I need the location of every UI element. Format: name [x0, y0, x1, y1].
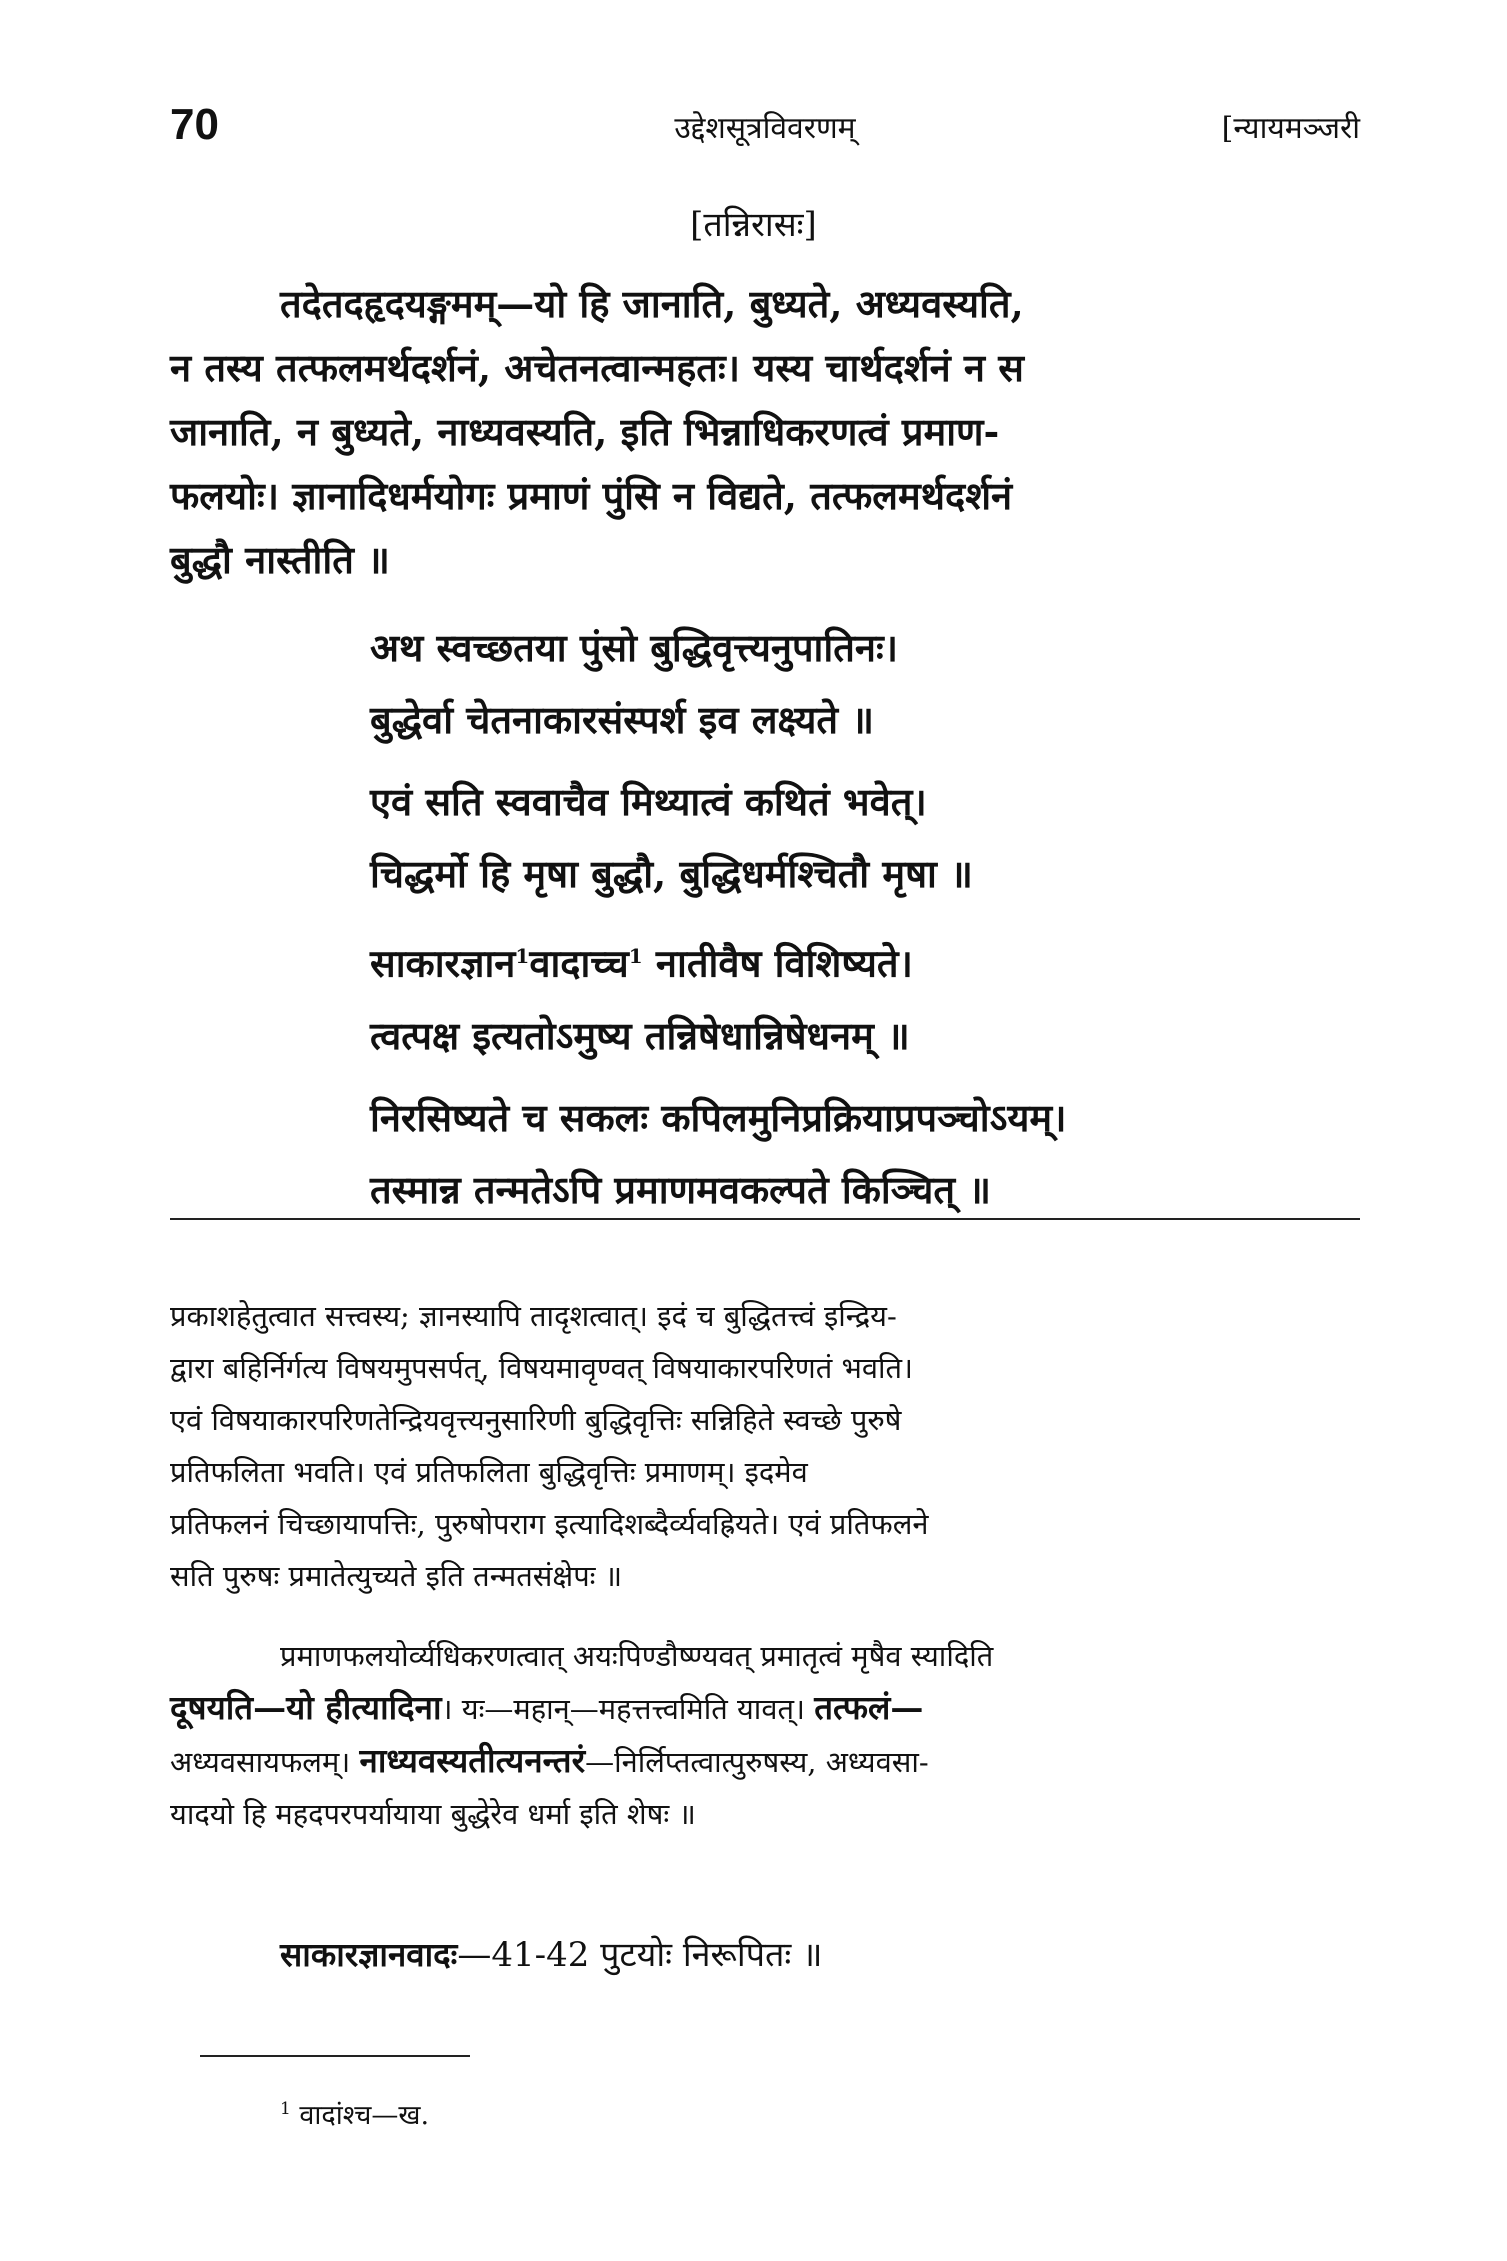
- verse-line: बुद्धेर्वा चेतनाकारसंस्पर्श इव लक्ष्यते ॥: [370, 697, 875, 742]
- lemma: नाध्यवस्यतीत्यनन्तरं: [359, 1741, 586, 1780]
- main-paragraph: [170, 272, 1360, 592]
- commentary-text: दूषयति—: [170, 1688, 287, 1727]
- footnote-marker: 1: [515, 944, 530, 968]
- commentary-line: सति पुरुषः प्रमातेत्युच्यते इति तन्मतसंक्षेपः ॥: [170, 1559, 623, 1593]
- main-paragraph-line: न तस्य तत्फलमर्थदर्शनं, अचेतनत्वान्महतः। यस्य चार्थदर्शनं न स: [170, 345, 1024, 390]
- commentary-line: प्रतिफलनं चिच्छायापत्तिः, पुरुषोपराग इत्यादिशब्दैर्व्यवह्रियते। एवं प्रतिफलने: [170, 1507, 929, 1541]
- verse-line: तस्मान्न तन्मतेऽपि प्रमाणमवकल्पते किञ्चित् ॥: [370, 1166, 992, 1212]
- footnote-number: 1: [280, 2099, 291, 2119]
- main-paragraph-line: बुद्धौ नास्तीति ॥: [170, 537, 390, 582]
- book-title-ref: [न्यायमञ्जरी: [1221, 111, 1360, 146]
- verse-line: निरसिष्यते च सकलः कपिलमुनिप्रक्रियाप्रपञ्चोऽयम्।: [370, 1094, 1067, 1140]
- commentary-line: एवं विषयाकारपरिणतेन्द्रियवृत्त्यनुसारिणी बुद्धिवृत्तिः सन्निहिते स्वच्छे पुरुषे: [170, 1403, 902, 1437]
- lemma: यो हीत्यादिना: [286, 1688, 442, 1727]
- footnote-text: वादांश्च—ख.: [299, 2100, 430, 2131]
- commentary-line: यादयो हि महदपरपर्यायाया बुद्धेरेव धर्मा इति शेषः ॥: [170, 1797, 696, 1831]
- verse-stanza: [370, 1082, 1350, 1226]
- running-title: उद्देशसूत्रविवरणम्: [674, 111, 856, 146]
- commentary-line: [170, 1682, 1360, 1735]
- commentary-line: प्रमाणफलयोर्व्यधिकरणत्वात् अयःपिण्डौष्ण्यवत् प्रमातृत्वं मृषैव स्यादिति: [280, 1639, 994, 1673]
- commentary-line: [170, 1735, 1360, 1788]
- verse-stanza: [370, 920, 1350, 1072]
- commentary-text: —निर्लिप्तत्वात्पुरुषस्य, अध्यवसा-: [585, 1745, 929, 1779]
- verse-text: साकारज्ञान: [370, 940, 516, 986]
- main-paragraph-line: तदेतदहृदयङ्गमम्—यो हि जानाति, बुध्यते, अध्यवस्यति,: [280, 281, 1024, 326]
- section-heading: [तन्निरासः]: [690, 205, 817, 245]
- verse-line: अथ स्वच्छतया पुंसो बुद्धिवृत्त्यनुपातिनः।: [370, 625, 899, 670]
- lemma: तत्फलं—: [814, 1688, 924, 1727]
- lemma: साकारज्ञानवादः: [280, 1935, 458, 1974]
- commentary-paragraph: [170, 1630, 1360, 1840]
- commentary-line: द्वारा बहिर्निर्गत्य विषयमुपसर्पत्, विषयमावृण्वत् विषयाकारपरिणतं भवति।: [170, 1351, 914, 1385]
- commentary-text: । यः—महान्—महत्तत्त्वमिति यावत्।: [441, 1692, 815, 1726]
- commentary-paragraph: [170, 1290, 1360, 1602]
- text-commentary-divider: [170, 1218, 1360, 1220]
- verse-line-with-footnote-marks: [370, 920, 1350, 1000]
- verse-text: नातीवैष विशिष्यते।: [642, 940, 913, 986]
- verse-stanza: [370, 766, 1350, 910]
- reference-text: —41-42 पुटयोः निरूपितः ॥: [457, 1935, 823, 1975]
- verse-line: एवं सति स्ववाचैव मिथ्यात्वं कथितं भवेत्।: [370, 779, 927, 824]
- commentary-line: प्रतिफलिता भवति। एवं प्रतिफलिता बुद्धिवृत्तिः प्रमाणम्। इदमेव: [170, 1455, 808, 1489]
- verse-stanza: [370, 612, 1350, 756]
- verse-line: त्वत्पक्ष इत्यतोऽमुष्य तन्निषेधान्निषेधनम् ॥: [370, 1012, 910, 1058]
- footnote: [280, 2095, 429, 2132]
- footnote-marker: 1: [628, 944, 643, 968]
- commentary: [170, 1290, 1360, 1840]
- footnote-rule: [200, 2055, 470, 2057]
- page-number: 70: [170, 100, 219, 149]
- verse-block: [370, 612, 1350, 1236]
- commentary-line: प्रकाशहेतुत्वात सत्त्वस्य; ज्ञानस्यापि तादृशत्वात्। इदं च बुद्धितत्त्वं इन्द्रिय-: [170, 1299, 897, 1333]
- page-header: [170, 100, 1360, 160]
- verse-line: चिद्धर्मो हि मृषा बुद्धौ, बुद्धिधर्मश्चितौ मृषा ॥: [370, 851, 973, 896]
- verse-text: वादाच्च: [529, 940, 629, 986]
- commentary-text: अध्यवसायफलम्।: [170, 1745, 360, 1779]
- main-paragraph-line: जानाति, न बुध्यते, नाध्यवस्यति, इति भिन्नाधिकरणत्वं प्रमाण-: [170, 409, 1000, 454]
- cross-reference: [280, 1930, 822, 1976]
- main-paragraph-line: फलयोः। ज्ञानादिधर्मयोगः प्रमाणं पुंसि न विद्यते, तत्फलमर्थदर्शनं: [170, 473, 1013, 518]
